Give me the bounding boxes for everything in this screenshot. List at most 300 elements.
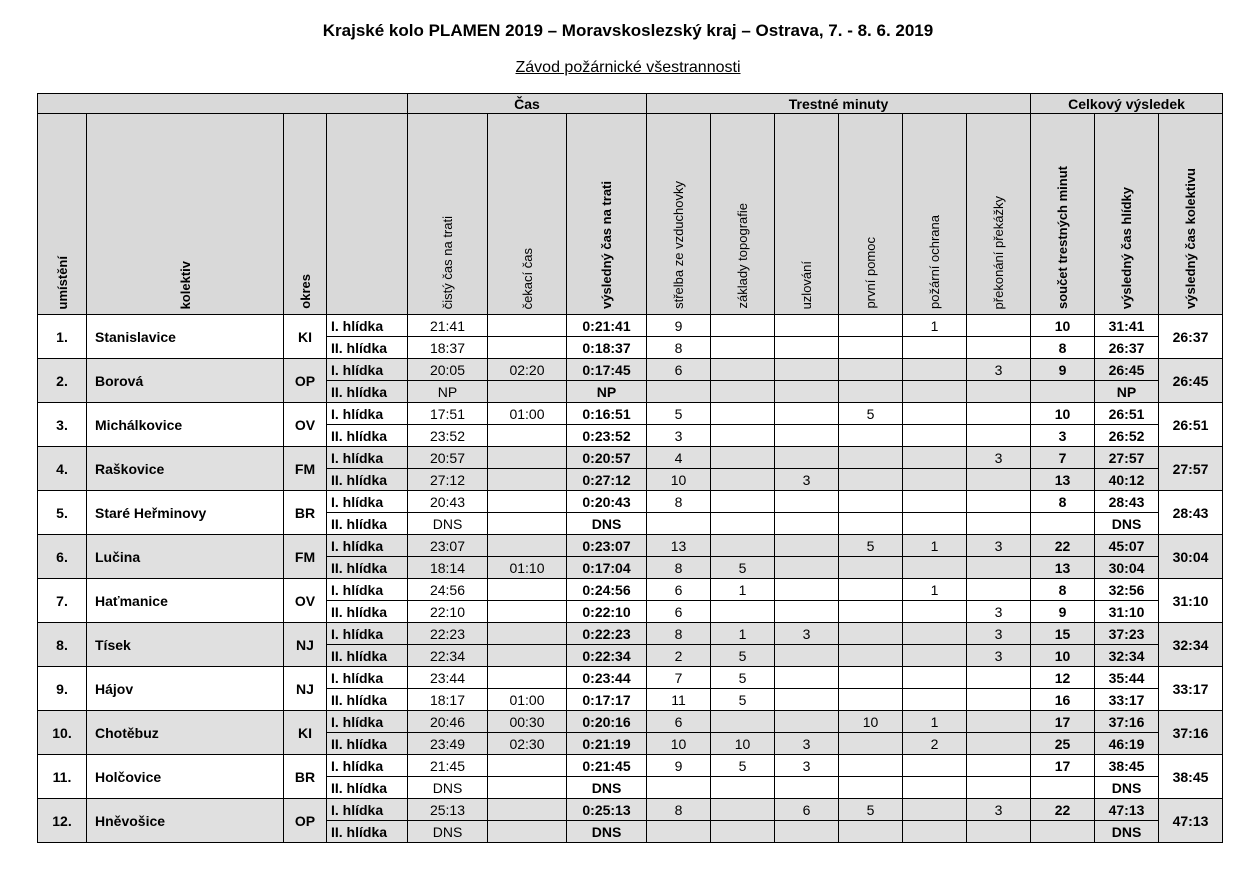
- penalty-strelba-cell: 8: [647, 557, 711, 579]
- vysledny-cas-hlidky-cell: 37:23: [1095, 623, 1159, 645]
- soucet-cell: 17: [1031, 755, 1095, 777]
- penalty-prvni-pomoc-cell: [839, 733, 903, 755]
- penalty-prekazky-cell: [967, 403, 1031, 425]
- soucet-cell: [1031, 777, 1095, 799]
- header-cisty-cas: [408, 114, 488, 315]
- vysledny-cas-hlidky-cell: 33:17: [1095, 689, 1159, 711]
- penalty-uzlovani-cell: [775, 359, 839, 381]
- penalty-pozarni-ochrana-cell: [903, 667, 967, 689]
- penalty-pozarni-ochrana-cell: [903, 601, 967, 623]
- team-name-cell: Lučina: [87, 535, 284, 579]
- cekaci-cas-cell: [488, 381, 567, 403]
- vysledny-cas-hlidky-cell: 31:10: [1095, 601, 1159, 623]
- vysledny-cas-trat-cell: 0:18:37: [567, 337, 647, 359]
- cekaci-cas-cell: 00:30: [488, 711, 567, 733]
- header-group-trestne-minuty: Trestné minuty: [647, 94, 1031, 114]
- penalty-topografie-cell: [711, 711, 775, 733]
- penalty-uzlovani-cell: [775, 557, 839, 579]
- soucet-cell: 8: [1031, 491, 1095, 513]
- penalty-pozarni-ochrana-cell: [903, 447, 967, 469]
- patrol-label-cell: I. hlídka: [327, 359, 408, 381]
- cekaci-cas-cell: [488, 425, 567, 447]
- header-cekaci-cas-label: čekací čas: [519, 247, 535, 309]
- penalty-strelba-cell: 11: [647, 689, 711, 711]
- penalty-prekazky-cell: 3: [967, 447, 1031, 469]
- penalty-pozarni-ochrana-cell: 1: [903, 579, 967, 601]
- cekaci-cas-cell: 01:00: [488, 403, 567, 425]
- penalty-prvni-pomoc-cell: [839, 667, 903, 689]
- okres-cell: BR: [284, 491, 327, 535]
- results-body: [38, 315, 1223, 843]
- penalty-uzlovani-cell: [775, 491, 839, 513]
- penalty-prvni-pomoc-cell: [839, 623, 903, 645]
- penalty-strelba-cell: 10: [647, 733, 711, 755]
- penalty-pozarni-ochrana-cell: [903, 337, 967, 359]
- rank-cell: 11.: [38, 755, 87, 799]
- document-title: Krajské kolo PLAMEN 2019 – Moravskoslezský kraj – Ostrava, 7. - 8. 6. 2019: [322, 21, 934, 40]
- patrol-label-cell: II. hlídka: [327, 425, 408, 447]
- rank-cell: 1.: [38, 315, 87, 359]
- patrol-label-cell: I. hlídka: [327, 579, 408, 601]
- header-soucet: [1031, 114, 1095, 315]
- penalty-uzlovani-cell: [775, 425, 839, 447]
- table-row: [38, 535, 1223, 557]
- header-prekazky-label: překonání překážky: [991, 195, 1007, 309]
- penalty-prekazky-cell: [967, 513, 1031, 535]
- header-vysledny-cas-hlidky-label: výsledný čas hlídky: [1119, 186, 1135, 309]
- table-row: [38, 447, 1223, 469]
- vysledny-cas-hlidky-cell: 30:04: [1095, 557, 1159, 579]
- penalty-uzlovani-cell: [775, 821, 839, 843]
- team-name-cell: Haťmanice: [87, 579, 284, 623]
- vysledny-cas-kolektivu-cell: 31:10: [1159, 579, 1223, 623]
- vysledny-cas-hlidky-cell: 47:13: [1095, 799, 1159, 821]
- penalty-prvni-pomoc-cell: [839, 601, 903, 623]
- penalty-strelba-cell: 5: [647, 403, 711, 425]
- vysledny-cas-trat-cell: 0:16:51: [567, 403, 647, 425]
- penalty-strelba-cell: 6: [647, 601, 711, 623]
- rank-cell: 6.: [38, 535, 87, 579]
- patrol-label-cell: II. hlídka: [327, 337, 408, 359]
- vysledny-cas-hlidky-cell: 46:19: [1095, 733, 1159, 755]
- penalty-pozarni-ochrana-cell: 1: [903, 315, 967, 337]
- penalty-topografie-cell: 1: [711, 623, 775, 645]
- soucet-cell: 25: [1031, 733, 1095, 755]
- penalty-prekazky-cell: 3: [967, 799, 1031, 821]
- penalty-uzlovani-cell: [775, 513, 839, 535]
- cekaci-cas-cell: [488, 513, 567, 535]
- header-vysledny-cas-kolektivu: [1159, 114, 1223, 315]
- team-name-cell: Stanislavice: [87, 315, 284, 359]
- penalty-prekazky-cell: [967, 755, 1031, 777]
- penalty-strelba-cell: 6: [647, 711, 711, 733]
- patrol-label-cell: I. hlídka: [327, 447, 408, 469]
- penalty-prekazky-cell: [967, 491, 1031, 513]
- header-hlidka-blank: [327, 114, 408, 315]
- table-row: [38, 755, 1223, 777]
- cekaci-cas-cell: [488, 601, 567, 623]
- penalty-uzlovani-cell: 3: [775, 623, 839, 645]
- penalty-uzlovani-cell: [775, 645, 839, 667]
- header-kolektiv-label: kolektiv: [177, 260, 193, 309]
- penalty-pozarni-ochrana-cell: [903, 645, 967, 667]
- header-cisty-cas-label: čistý čas na trati: [440, 215, 455, 309]
- vysledny-cas-hlidky-cell: 45:07: [1095, 535, 1159, 557]
- vysledny-cas-trat-cell: 0:17:04: [567, 557, 647, 579]
- cekaci-cas-cell: [488, 315, 567, 337]
- penalty-strelba-cell: 13: [647, 535, 711, 557]
- penalty-topografie-cell: 5: [711, 645, 775, 667]
- soucet-cell: 22: [1031, 799, 1095, 821]
- header-pozarni-ochrana: [903, 114, 967, 315]
- penalty-uzlovani-cell: [775, 535, 839, 557]
- cekaci-cas-cell: 02:30: [488, 733, 567, 755]
- penalty-topografie-cell: 5: [711, 689, 775, 711]
- penalty-pozarni-ochrana-cell: [903, 469, 967, 491]
- vysledny-cas-hlidky-cell: 26:52: [1095, 425, 1159, 447]
- cisty-cas-cell: 24:56: [408, 579, 488, 601]
- penalty-pozarni-ochrana-cell: [903, 359, 967, 381]
- penalty-prekazky-cell: [967, 733, 1031, 755]
- soucet-cell: 10: [1031, 645, 1095, 667]
- soucet-cell: 13: [1031, 557, 1095, 579]
- results-table: [37, 93, 1223, 843]
- penalty-strelba-cell: 9: [647, 315, 711, 337]
- vysledny-cas-kolektivu-cell: 37:16: [1159, 711, 1223, 755]
- soucet-cell: 10: [1031, 403, 1095, 425]
- penalty-topografie-cell: [711, 777, 775, 799]
- penalty-uzlovani-cell: [775, 689, 839, 711]
- penalty-strelba-cell: [647, 381, 711, 403]
- cisty-cas-cell: 18:17: [408, 689, 488, 711]
- header-group-blank: [38, 94, 408, 114]
- penalty-topografie-cell: [711, 513, 775, 535]
- soucet-cell: [1031, 821, 1095, 843]
- header-okres: [284, 114, 327, 315]
- penalty-topografie-cell: [711, 337, 775, 359]
- penalty-uzlovani-cell: [775, 667, 839, 689]
- patrol-label-cell: I. hlídka: [327, 315, 408, 337]
- okres-cell: KI: [284, 711, 327, 755]
- header-uzlovani-label: uzlování: [799, 260, 815, 309]
- penalty-topografie-cell: [711, 425, 775, 447]
- penalty-strelba-cell: 8: [647, 799, 711, 821]
- team-name-cell: Staré Heřminovy: [87, 491, 284, 535]
- team-name-cell: Chotěbuz: [87, 711, 284, 755]
- penalty-prvni-pomoc-cell: 10: [839, 711, 903, 733]
- cekaci-cas-cell: [488, 821, 567, 843]
- penalty-strelba-cell: 9: [647, 755, 711, 777]
- penalty-uzlovani-cell: 6: [775, 799, 839, 821]
- rank-cell: 5.: [38, 491, 87, 535]
- vysledny-cas-hlidky-cell: 35:44: [1095, 667, 1159, 689]
- cekaci-cas-cell: [488, 535, 567, 557]
- penalty-prvni-pomoc-cell: [839, 579, 903, 601]
- cekaci-cas-cell: 01:00: [488, 689, 567, 711]
- vysledny-cas-hlidky-cell: 31:41: [1095, 315, 1159, 337]
- penalty-prekazky-cell: [967, 337, 1031, 359]
- table-row: [38, 315, 1223, 337]
- vysledny-cas-hlidky-cell: DNS: [1095, 777, 1159, 799]
- vysledny-cas-kolektivu-cell: 47:13: [1159, 799, 1223, 843]
- penalty-topografie-cell: [711, 601, 775, 623]
- penalty-prekazky-cell: [967, 711, 1031, 733]
- vysledny-cas-trat-cell: 0:21:45: [567, 755, 647, 777]
- header-prvni-pomoc-label: první pomoc: [863, 237, 879, 309]
- okres-cell: NJ: [284, 667, 327, 711]
- soucet-cell: 15: [1031, 623, 1095, 645]
- cekaci-cas-cell: [488, 337, 567, 359]
- penalty-strelba-cell: [647, 777, 711, 799]
- penalty-uzlovani-cell: [775, 711, 839, 733]
- penalty-prvni-pomoc-cell: [839, 337, 903, 359]
- cisty-cas-cell: 20:43: [408, 491, 488, 513]
- penalty-uzlovani-cell: [775, 315, 839, 337]
- patrol-label-cell: I. hlídka: [327, 755, 408, 777]
- vysledny-cas-hlidky-cell: 28:43: [1095, 491, 1159, 513]
- vysledny-cas-trat-cell: DNS: [567, 777, 647, 799]
- vysledny-cas-trat-cell: DNS: [567, 821, 647, 843]
- vysledny-cas-trat-cell: 0:27:12: [567, 469, 647, 491]
- vysledny-cas-hlidky-cell: 26:45: [1095, 359, 1159, 381]
- vysledny-cas-hlidky-cell: DNS: [1095, 821, 1159, 843]
- cisty-cas-cell: 23:44: [408, 667, 488, 689]
- patrol-label-cell: I. hlídka: [327, 623, 408, 645]
- table-row: [38, 579, 1223, 601]
- penalty-uzlovani-cell: [775, 579, 839, 601]
- penalty-topografie-cell: [711, 821, 775, 843]
- cisty-cas-cell: 20:05: [408, 359, 488, 381]
- cisty-cas-cell: 17:51: [408, 403, 488, 425]
- okres-cell: FM: [284, 447, 327, 491]
- rank-cell: 8.: [38, 623, 87, 667]
- penalty-prekazky-cell: 3: [967, 359, 1031, 381]
- soucet-cell: 16: [1031, 689, 1095, 711]
- vysledny-cas-trat-cell: 0:21:19: [567, 733, 647, 755]
- patrol-label-cell: I. hlídka: [327, 535, 408, 557]
- penalty-prekazky-cell: [967, 579, 1031, 601]
- soucet-cell: 8: [1031, 337, 1095, 359]
- cisty-cas-cell: 23:49: [408, 733, 488, 755]
- penalty-prekazky-cell: 3: [967, 645, 1031, 667]
- cisty-cas-cell: 23:52: [408, 425, 488, 447]
- penalty-pozarni-ochrana-cell: [903, 557, 967, 579]
- header-group-row: [38, 94, 1223, 114]
- rank-cell: 3.: [38, 403, 87, 447]
- cisty-cas-cell: DNS: [408, 821, 488, 843]
- penalty-prekazky-cell: [967, 381, 1031, 403]
- okres-cell: KI: [284, 315, 327, 359]
- table-row: [38, 403, 1223, 425]
- vysledny-cas-hlidky-cell: 32:56: [1095, 579, 1159, 601]
- cekaci-cas-cell: [488, 469, 567, 491]
- penalty-pozarni-ochrana-cell: [903, 381, 967, 403]
- vysledny-cas-hlidky-cell: 27:57: [1095, 447, 1159, 469]
- penalty-pozarni-ochrana-cell: [903, 623, 967, 645]
- header-topografie: [711, 114, 775, 315]
- patrol-label-cell: II. hlídka: [327, 557, 408, 579]
- team-name-cell: Michálkovice: [87, 403, 284, 447]
- cisty-cas-cell: 20:46: [408, 711, 488, 733]
- penalty-prekazky-cell: [967, 689, 1031, 711]
- patrol-label-cell: II. hlídka: [327, 645, 408, 667]
- penalty-uzlovani-cell: 3: [775, 469, 839, 491]
- penalty-topografie-cell: [711, 799, 775, 821]
- header-vysledny-cas-kolektivu-label: výsledný čas kolektivu: [1183, 168, 1199, 309]
- soucet-cell: 17: [1031, 711, 1095, 733]
- okres-cell: BR: [284, 755, 327, 799]
- okres-cell: OV: [284, 403, 327, 447]
- penalty-strelba-cell: 7: [647, 667, 711, 689]
- penalty-prvni-pomoc-cell: [839, 645, 903, 667]
- vysledny-cas-trat-cell: 0:23:07: [567, 535, 647, 557]
- vysledny-cas-hlidky-cell: 32:34: [1095, 645, 1159, 667]
- patrol-label-cell: II. hlídka: [327, 689, 408, 711]
- penalty-pozarni-ochrana-cell: [903, 513, 967, 535]
- header-strelba: [647, 114, 711, 315]
- vysledny-cas-trat-cell: NP: [567, 381, 647, 403]
- penalty-prvni-pomoc-cell: [839, 315, 903, 337]
- rank-cell: 4.: [38, 447, 87, 491]
- penalty-prvni-pomoc-cell: [839, 469, 903, 491]
- soucet-cell: 8: [1031, 579, 1095, 601]
- vysledny-cas-trat-cell: 0:20:43: [567, 491, 647, 513]
- vysledny-cas-trat-cell: 0:24:56: [567, 579, 647, 601]
- header-group-celkovy-vysledek: Celkový výsledek: [1031, 94, 1223, 114]
- cekaci-cas-cell: [488, 667, 567, 689]
- okres-cell: OP: [284, 799, 327, 843]
- penalty-prekazky-cell: [967, 821, 1031, 843]
- vysledny-cas-trat-cell: 0:22:10: [567, 601, 647, 623]
- vysledny-cas-hlidky-cell: 40:12: [1095, 469, 1159, 491]
- patrol-label-cell: II. hlídka: [327, 733, 408, 755]
- penalty-topografie-cell: 10: [711, 733, 775, 755]
- cisty-cas-cell: 20:57: [408, 447, 488, 469]
- table-row: [38, 799, 1223, 821]
- penalty-prvni-pomoc-cell: [839, 689, 903, 711]
- penalty-uzlovani-cell: [775, 447, 839, 469]
- cekaci-cas-cell: [488, 755, 567, 777]
- header-soucet-label: součet trestných minut: [1055, 165, 1071, 309]
- penalty-prvni-pomoc-cell: [839, 425, 903, 447]
- soucet-cell: 3: [1031, 425, 1095, 447]
- team-name-cell: Tísek: [87, 623, 284, 667]
- penalty-topografie-cell: 1: [711, 579, 775, 601]
- vysledny-cas-trat-cell: 0:20:57: [567, 447, 647, 469]
- penalty-uzlovani-cell: [775, 777, 839, 799]
- cekaci-cas-cell: [488, 491, 567, 513]
- penalty-pozarni-ochrana-cell: [903, 689, 967, 711]
- header-vysledny-cas-trat-label: výsledný čas na trati: [599, 181, 614, 309]
- penalty-prvni-pomoc-cell: [839, 755, 903, 777]
- team-name-cell: Hněvošice: [87, 799, 284, 843]
- penalty-prvni-pomoc-cell: [839, 513, 903, 535]
- vysledny-cas-trat-cell: 0:17:17: [567, 689, 647, 711]
- vysledny-cas-trat-cell: 0:23:44: [567, 667, 647, 689]
- penalty-strelba-cell: 4: [647, 447, 711, 469]
- okres-cell: FM: [284, 535, 327, 579]
- team-name-cell: Raškovice: [87, 447, 284, 491]
- cisty-cas-cell: 27:12: [408, 469, 488, 491]
- vysledny-cas-kolektivu-cell: 26:45: [1159, 359, 1223, 403]
- rank-cell: 9.: [38, 667, 87, 711]
- penalty-prvni-pomoc-cell: [839, 557, 903, 579]
- penalty-strelba-cell: 8: [647, 337, 711, 359]
- soucet-cell: 10: [1031, 315, 1095, 337]
- soucet-cell: 22: [1031, 535, 1095, 557]
- table-row: [38, 711, 1223, 733]
- soucet-cell: 13: [1031, 469, 1095, 491]
- penalty-topografie-cell: [711, 469, 775, 491]
- vysledny-cas-kolektivu-cell: 26:37: [1159, 315, 1223, 359]
- penalty-strelba-cell: 8: [647, 491, 711, 513]
- header-vysledny-cas-trat: [567, 114, 647, 315]
- vysledny-cas-kolektivu-cell: 26:51: [1159, 403, 1223, 447]
- header-prekazky: [967, 114, 1031, 315]
- penalty-prekazky-cell: [967, 315, 1031, 337]
- vysledny-cas-trat-cell: 0:17:45: [567, 359, 647, 381]
- patrol-label-cell: II. hlídka: [327, 601, 408, 623]
- patrol-label-cell: I. hlídka: [327, 711, 408, 733]
- penalty-uzlovani-cell: [775, 403, 839, 425]
- vysledny-cas-kolektivu-cell: 28:43: [1159, 491, 1223, 535]
- penalty-prekazky-cell: [967, 777, 1031, 799]
- penalty-prvni-pomoc-cell: [839, 821, 903, 843]
- patrol-label-cell: I. hlídka: [327, 799, 408, 821]
- penalty-prvni-pomoc-cell: [839, 447, 903, 469]
- rank-cell: 2.: [38, 359, 87, 403]
- header-okres-label: okres: [297, 274, 313, 309]
- team-name-cell: Holčovice: [87, 755, 284, 799]
- penalty-prekazky-cell: [967, 557, 1031, 579]
- penalty-prekazky-cell: [967, 469, 1031, 491]
- cisty-cas-cell: 18:14: [408, 557, 488, 579]
- okres-cell: NJ: [284, 623, 327, 667]
- penalty-prekazky-cell: [967, 425, 1031, 447]
- penalty-pozarni-ochrana-cell: 2: [903, 733, 967, 755]
- soucet-cell: [1031, 513, 1095, 535]
- vysledny-cas-hlidky-cell: 37:16: [1095, 711, 1159, 733]
- penalty-prvni-pomoc-cell: [839, 491, 903, 513]
- penalty-uzlovani-cell: [775, 381, 839, 403]
- penalty-pozarni-ochrana-cell: [903, 821, 967, 843]
- vysledny-cas-trat-cell: 0:21:41: [567, 315, 647, 337]
- penalty-prvni-pomoc-cell: [839, 359, 903, 381]
- soucet-cell: 12: [1031, 667, 1095, 689]
- team-name-cell: Borová: [87, 359, 284, 403]
- table-row: [38, 491, 1223, 513]
- vysledny-cas-kolektivu-cell: 27:57: [1159, 447, 1223, 491]
- penalty-uzlovani-cell: 3: [775, 755, 839, 777]
- patrol-label-cell: II. hlídka: [327, 777, 408, 799]
- vysledny-cas-kolektivu-cell: 32:34: [1159, 623, 1223, 667]
- header-kolektiv: [87, 114, 284, 315]
- patrol-label-cell: II. hlídka: [327, 821, 408, 843]
- cisty-cas-cell: DNS: [408, 777, 488, 799]
- vysledny-cas-kolektivu-cell: 30:04: [1159, 535, 1223, 579]
- table-row: [38, 667, 1223, 689]
- penalty-prekazky-cell: [967, 667, 1031, 689]
- penalty-pozarni-ochrana-cell: 1: [903, 535, 967, 557]
- table-row: [38, 623, 1223, 645]
- penalty-strelba-cell: 3: [647, 425, 711, 447]
- penalty-pozarni-ochrana-cell: [903, 777, 967, 799]
- okres-cell: OP: [284, 359, 327, 403]
- header-pozarni-ochrana-label: požární ochrana: [927, 215, 943, 309]
- vysledny-cas-hlidky-cell: NP: [1095, 381, 1159, 403]
- soucet-cell: 7: [1031, 447, 1095, 469]
- header-group-cas: Čas: [408, 94, 647, 114]
